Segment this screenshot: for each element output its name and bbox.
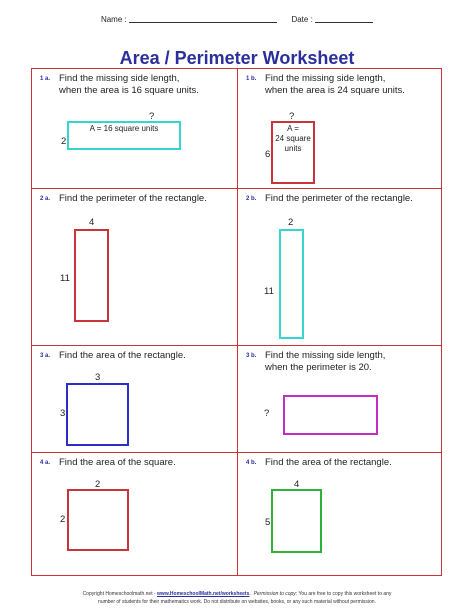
problem-number: 2 b. <box>246 196 257 202</box>
left-side-label: 6 <box>265 149 271 160</box>
problem-text: Find the area of the rectangle. <box>59 350 186 361</box>
top-side-label: ? <box>149 111 155 122</box>
problem-number: 3 b. <box>246 353 257 359</box>
left-side-label: 2 <box>60 514 66 525</box>
top-side-label: 4 <box>89 217 95 228</box>
date-blank <box>315 14 373 23</box>
left-side-label: 3 <box>60 408 66 419</box>
problem-3b <box>238 346 443 452</box>
problem-grid <box>31 68 442 576</box>
problem-text: Find the area of the rectangle. <box>265 457 392 468</box>
left-side-label: 5 <box>265 517 271 528</box>
top-side-label: 4 <box>294 479 300 490</box>
top-side-label: 2 <box>288 217 294 228</box>
worksheets-link[interactable]: www.HomeschoolMath.net/worksheets <box>157 591 250 597</box>
permission-text-line2: number of students for their mathematics work. Do not distribute on websites, books, or any such material without permission. <box>98 599 376 605</box>
top-side-label: 3 <box>95 372 101 383</box>
rectangle-shape <box>74 229 109 322</box>
problem-1a <box>32 69 237 188</box>
problem-number: 2 a. <box>40 196 51 202</box>
problem-number: 1 a. <box>40 76 51 82</box>
top-side-label: 2 <box>95 479 101 490</box>
copyright-text: Copyright Homeschoolmath.net - <box>82 591 158 597</box>
left-side-label: 11 <box>60 273 70 284</box>
problem-number: 1 b. <box>246 76 257 82</box>
permission-label: Permission to copy <box>253 591 296 597</box>
top-side-label: ? <box>289 111 295 122</box>
problem-number: 4 a. <box>40 460 51 466</box>
page-title: Area / Perimeter Worksheet <box>119 48 355 68</box>
name-date-line <box>0 14 474 24</box>
left-side-label: ? <box>264 408 270 419</box>
problem-text: Find the perimeter of the rectangle. <box>265 193 413 204</box>
permission-text: : You are free to copy this worksheet to any <box>295 591 392 597</box>
rectangle-shape <box>67 489 129 551</box>
problem-number: 3 a. <box>40 353 51 359</box>
name-label: Name : <box>100 15 127 24</box>
area-label: A = 16 square units <box>89 124 159 133</box>
problem-text: Find the missing side length, when the perimeter is 20. <box>265 350 386 373</box>
problem-text: Find the area of the square. <box>59 457 176 468</box>
problem-4a <box>32 453 237 577</box>
rectangle-shape <box>66 383 129 446</box>
problem-2a <box>32 189 237 345</box>
name-blank <box>129 14 277 23</box>
area-label: A = 24 square units <box>275 124 311 153</box>
left-side-label: 2 <box>61 136 67 147</box>
rectangle-shape <box>283 395 378 435</box>
problem-text: Find the perimeter of the rectangle. <box>59 193 207 204</box>
problem-text: Find the missing side length, when the area is 16 square units. <box>59 73 199 96</box>
rectangle-shape <box>279 229 304 339</box>
problem-2b <box>238 189 443 345</box>
problem-3a <box>32 346 237 452</box>
problem-number: 4 b. <box>246 460 257 466</box>
copyright-footer: Copyright Homeschoolmath.net - www.HomeschoolMath.net/worksheets. Permission to copy: You are free to copy this worksheet to any number of students for their mathematics work. Do not distribute on websites, books, or any such material without permission. <box>0 590 474 606</box>
left-side-label: 11 <box>264 286 274 297</box>
problem-1b <box>238 69 443 188</box>
date-label: Date : <box>291 15 313 24</box>
rectangle-shape <box>271 489 322 553</box>
problem-text: Find the missing side length, when the area is 24 square units. <box>265 73 405 96</box>
problem-4b <box>238 453 443 577</box>
